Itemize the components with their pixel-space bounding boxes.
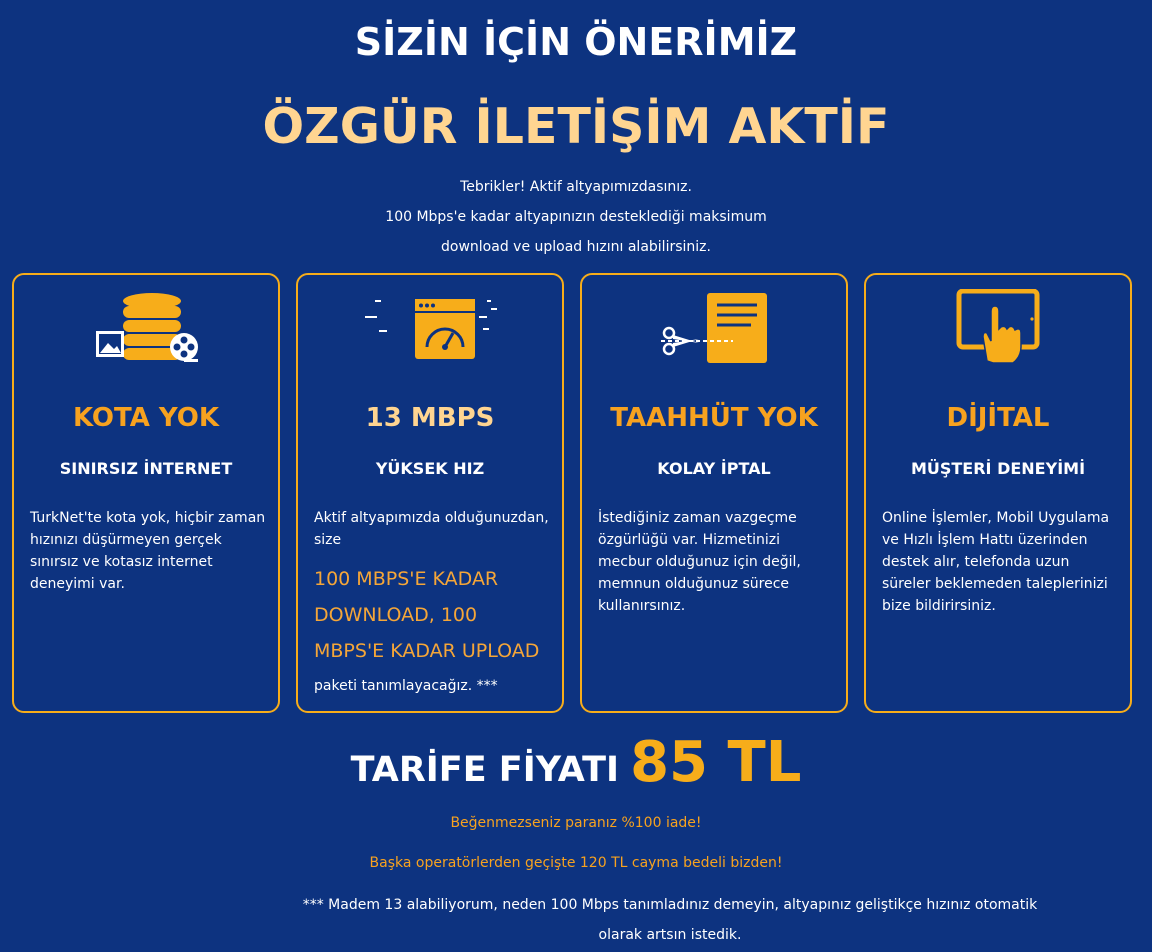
card-description: İstediğiniz zaman vazgeçme özgürlüğü var. Hizmetinizi mecbur olduğunuz için değil, memnun olduğunuz sürece kullanırsınız. xyxy=(598,510,801,614)
card-subtitle: MÜŞTERİ DENEYİMİ xyxy=(910,459,1086,478)
scissors-document-icon xyxy=(582,289,846,369)
card-subtitle: SINIRSIZ İNTERNET xyxy=(59,459,233,478)
refund-note: Beğenmezseniz paranız %100 iade! xyxy=(450,815,702,831)
tariff-price xyxy=(0,730,1152,795)
intro-line: Tebrikler! Aktif altyapımızdasınız. xyxy=(460,179,692,195)
card-title: KOTA YOK xyxy=(72,403,220,433)
footnote: *** Madem 13 alabiliyorum, neden 100 Mbps tanımladınız demeyin, altyapınız geliştikçe hızınız otomatik olarak artsın istedik. xyxy=(302,897,1038,943)
card-description-end: paketi tanımlayacağız. *** xyxy=(314,678,498,694)
card-subtitle: KOLAY İPTAL xyxy=(657,459,771,478)
card-description: TurkNet'te kota yok, hiçbir zaman hızınızı düşürmeyen gerçek sınırsız ve kotasız internet deneyimi var. xyxy=(30,510,266,592)
price-value: 85 TL xyxy=(630,730,802,795)
intro-line: 100 Mbps'e kadar altyapınızın desteklediği maksimum xyxy=(385,209,767,225)
intro-line: download ve upload hızını alabilirsiniz. xyxy=(441,239,711,255)
card-description: Online İşlemler, Mobil Uygulama ve Hızlı İşlem Hattı üzerinden destek alır, telefonda uzun süreler beklemeden taleplerinizi bize bildirirsiniz. xyxy=(882,510,1110,614)
card-title: DİJİTAL xyxy=(946,403,1050,433)
feature-card-quota xyxy=(12,273,280,713)
card-description xyxy=(314,507,550,697)
feature-card-digital xyxy=(864,273,1132,713)
feature-card-speed xyxy=(296,273,564,713)
database-media-icon xyxy=(14,289,278,369)
price-label: TARİFE FİYATI xyxy=(350,750,619,790)
touch-tablet-icon xyxy=(866,289,1130,369)
page-title: SİZİN İÇİN ÖNERİMİZ xyxy=(354,20,798,64)
switch-fee-note: Başka operatörlerden geçişte 120 TL cayma bedeli bizden! xyxy=(369,855,783,871)
card-subtitle: YÜKSEK HIZ xyxy=(375,459,485,478)
intro-text xyxy=(0,172,1152,262)
feature-card-commitment xyxy=(580,273,848,713)
speed-highlight: 100 MBPS'E KADAR DOWNLOAD, 100 MBPS'E KADAR UPLOAD xyxy=(314,568,540,662)
card-title: 13 MBPS xyxy=(365,403,495,433)
page-subtitle: ÖZGÜR İLETİŞİM AKTİF xyxy=(262,98,890,155)
card-title: TAAHHÜT YOK xyxy=(610,403,818,433)
card-description-text: Aktif altyapımızda olduğunuzdan, size xyxy=(314,510,549,548)
speedometer-icon xyxy=(298,289,562,369)
